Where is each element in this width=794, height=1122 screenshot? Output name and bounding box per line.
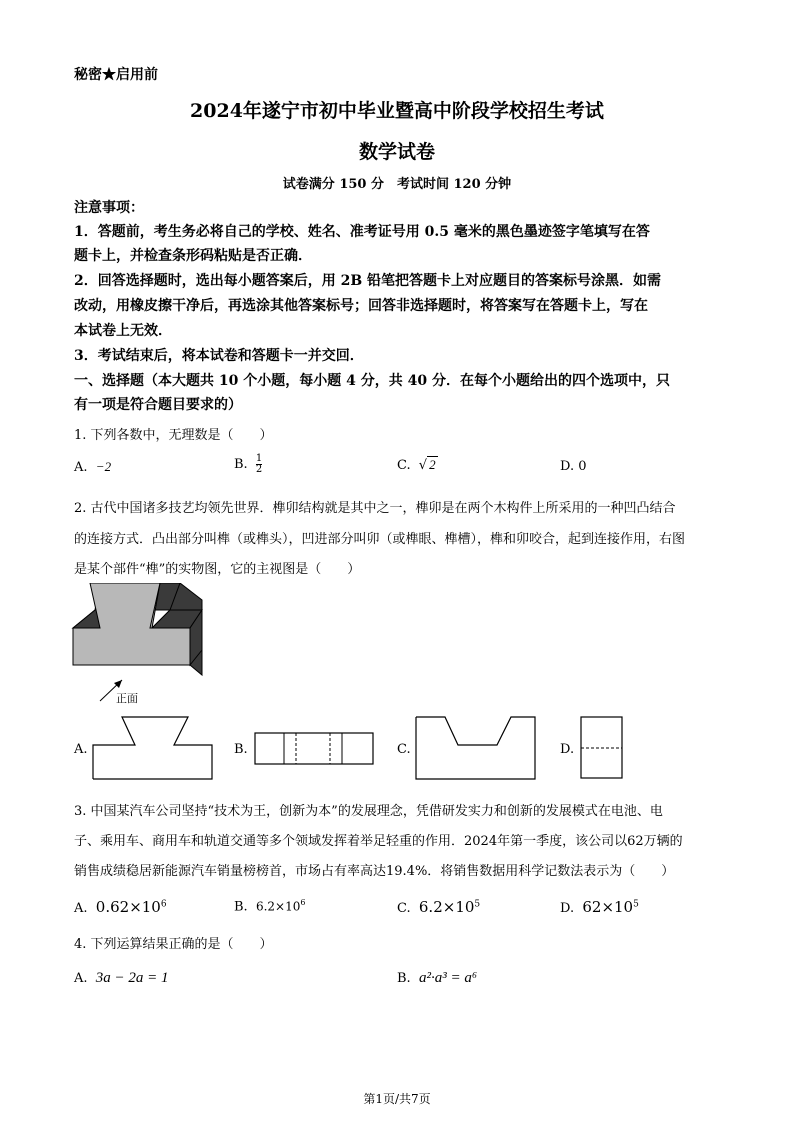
q4-option-b: B. a²·a³ = a⁶ [397, 970, 478, 986]
notes-line: 本试卷上无效． [74, 323, 172, 339]
q2-option-c-label: C. [397, 742, 411, 757]
square-root: √ 2 [418, 457, 436, 473]
notes-line: 1．答题前，考生务必将自己的学校、姓名、准考证号用 0.5 毫米的黑色墨迹签字笔填写在答 [74, 224, 650, 240]
question-3-line: 子、乘用车、商用车和轨道交通等多个领域发挥着举足轻重的作用．2024年第一季度，该公司以62万辆的 [74, 834, 683, 849]
q3-option-d: D. $62\times 10^5$ [560, 898, 639, 916]
q2-option-c-figure[interactable] [415, 716, 537, 780]
exam-title: 2024年遂宁市初中毕业暨高中阶段学校招生考试 [190, 100, 604, 122]
notes-heading: 注意事项： [74, 200, 144, 216]
q1-option-a: A. −2 [74, 459, 112, 475]
q3-option-a: A. $0.62\times 10^6$ [74, 898, 167, 916]
tenon-3d-figure [70, 583, 220, 708]
section-heading: 有一项是符合题目要求的） [74, 397, 242, 413]
q2-option-d-label: D. [560, 742, 575, 757]
front-view-label: 正面 [116, 692, 138, 705]
section-heading: 一、选择题（本大题共 10 个小题，每小题 4 分，共 40 分．在每个小题给出的四个选项中，只 [74, 373, 670, 389]
question-3-line: 3. 中国某汽车公司坚持“技术为王，创新为本”的发展理念，凭借研发实力和创新的发展模式在电池、电 [74, 804, 663, 819]
page-number: 第1页/共7页 [363, 1092, 431, 1106]
exam-subtitle: 数学试卷 [358, 141, 435, 163]
question-2-line: 的连接方式．凸出部分叫榫（或榫头），凹进部分叫卯（或榫眼、榫槽），榫和卯咬合，起到连接作用，右图 [74, 532, 686, 547]
question-3-line: 销售成绩稳居新能源汽车销量榜榜首，市场占有率高达19.4%．将销售数据用科学记数法表示为（ ） [74, 864, 675, 879]
q1-option-b: B. $\frac{1}{2}$ [234, 453, 263, 475]
notes-line: 题卡上，并检查条形码粘贴是否正确． [74, 248, 312, 264]
question-1-stem: 1. 下列各数中，无理数是（ ） [74, 428, 273, 443]
fraction: $\frac{1}{2}$ [255, 453, 263, 475]
q2-option-b-figure[interactable] [254, 732, 376, 766]
notes-line: 2．回答选择题时，选出每小题答案后，用 2B 铅笔把答题卡上对应题目的答案标号涂黑．如需 [74, 273, 662, 289]
q2-option-a-figure[interactable] [92, 716, 214, 780]
exam-info: 试卷满分 150 分 考试时间 120 分钟 [282, 177, 512, 192]
q3-option-c: C. $6.2\times 10^5$ [397, 898, 481, 916]
notes-line: 改动，用橡皮擦干净后，再选涂其他答案标号；回答非选择题时，将答案写在答题卡上，写在 [74, 298, 648, 314]
notes-line: 3．考试结束后，将本试卷和答题卡一并交回． [74, 348, 364, 364]
q2-option-a-label: A. [74, 742, 88, 757]
q2-option-b-label: B. [234, 742, 248, 757]
q2-option-d-figure[interactable] [580, 716, 624, 780]
q1-option-d: D. 0 [560, 459, 587, 474]
q3-option-b: B. $6.2\times 10^6$ [234, 898, 306, 915]
q4-option-a: A. 3a − 2a = 1 [74, 970, 169, 986]
q1-option-c: C. √ 2 [397, 457, 436, 473]
question-4-stem: 4. 下列运算结果正确的是（ ） [74, 937, 273, 952]
question-2-line: 是某个部件“榫”的实物图，它的主视图是（ ） [74, 562, 361, 577]
secret-label: 秘密★启用前 [74, 67, 158, 83]
question-2-line: 2. 古代中国诸多技艺均领先世界．榫卯结构就是其中之一，榫卯是在两个木构件上所采用的一种凹凸结合 [74, 501, 676, 516]
